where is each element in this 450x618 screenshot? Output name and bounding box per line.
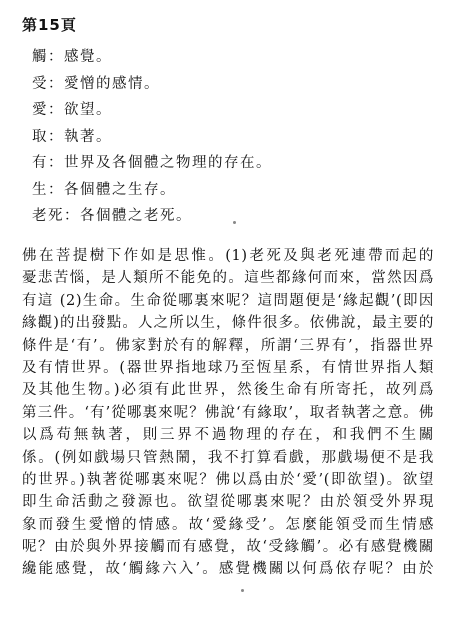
body-line: 係。(例如戲場只管熱鬧，我不打算看戲，那戲場便不是我 xyxy=(22,449,434,466)
body-line: 條件是‘有’。佛家對於有的解釋，所謂‘三界有’，指器世界 xyxy=(22,337,434,354)
definition-term: 老死 xyxy=(32,208,64,224)
page-number-header: 第15頁 xyxy=(22,16,77,34)
definition-text: ：各個體之生存。 xyxy=(48,181,176,198)
definition-item xyxy=(32,72,272,99)
body-line: 象而發生愛憎的情感。故‘愛緣受’。怎麼能領受而生情感 xyxy=(22,516,434,533)
definition-item xyxy=(32,45,272,72)
body-line: 及其他生物。)必須有此世界，然後生命有所寄托，故列爲 xyxy=(22,382,434,399)
definition-term: 有 xyxy=(32,155,48,171)
body-line: 憂悲苦惱，是人類所不能免的。這些都緣何而來，當然因爲 xyxy=(22,270,434,287)
definition-text: ：世界及各個體之物理的存在。 xyxy=(48,155,272,171)
definition-item xyxy=(32,125,272,152)
body-line: 第三件。‘有’從哪裏來呢？佛說‘有緣取’，取者執著之意。佛 xyxy=(22,404,434,421)
definition-text: ：感覺。 xyxy=(48,49,112,65)
body-line: 佛在菩提樹下作如是思惟。(1)老死及與老死連帶而起的 xyxy=(22,248,434,264)
definition-term: 觸 xyxy=(32,49,48,65)
scan-speck xyxy=(241,589,244,592)
scan-speck xyxy=(233,221,236,224)
body-paragraph xyxy=(22,244,434,580)
body-line: 及有情世界。(器世界指地球乃至恆星系，有情世界指人類 xyxy=(22,359,434,376)
body-line: 呢？由於與外界接觸而有感覺，故‘受緣觸’。必有感覺機關 xyxy=(22,539,434,556)
definition-text: ：各個體之老死。 xyxy=(64,208,192,224)
definition-text: ：愛憎的感情。 xyxy=(48,75,160,92)
definition-item xyxy=(32,98,272,125)
definition-item xyxy=(32,151,272,178)
body-line: 有這 (2)生命。生命從哪裏來呢？這問題便是‘緣起觀’(即因 xyxy=(22,292,434,309)
body-line: 的世界。)執著從哪裏來呢？佛以爲由於‘愛’(即欲望)。欲望 xyxy=(22,471,434,488)
definition-text: ：執著。 xyxy=(48,128,112,145)
body-line: 緣觀)的出發點。人之所以生，條件很多。依佛說，最主要的 xyxy=(22,315,434,332)
definition-item xyxy=(32,204,272,231)
definition-term: 生 xyxy=(32,181,48,198)
body-line: 纔能感覺，故‘觸緣六入’。感覺機關以何爲依存呢？由於 xyxy=(22,561,434,578)
definition-term: 愛 xyxy=(32,102,48,118)
body-line: 以爲苟無執著，則三界不過物理的存在，和我們不生關 xyxy=(22,427,434,444)
definition-text: ：欲望。 xyxy=(48,102,112,118)
definition-term: 取 xyxy=(32,128,48,145)
body-line: 即生命活動之發源也。欲望從哪裏來呢？由於領受外界現 xyxy=(22,494,434,511)
definition-item xyxy=(32,178,272,205)
definition-list xyxy=(32,45,272,231)
definition-term: 受 xyxy=(32,75,48,92)
